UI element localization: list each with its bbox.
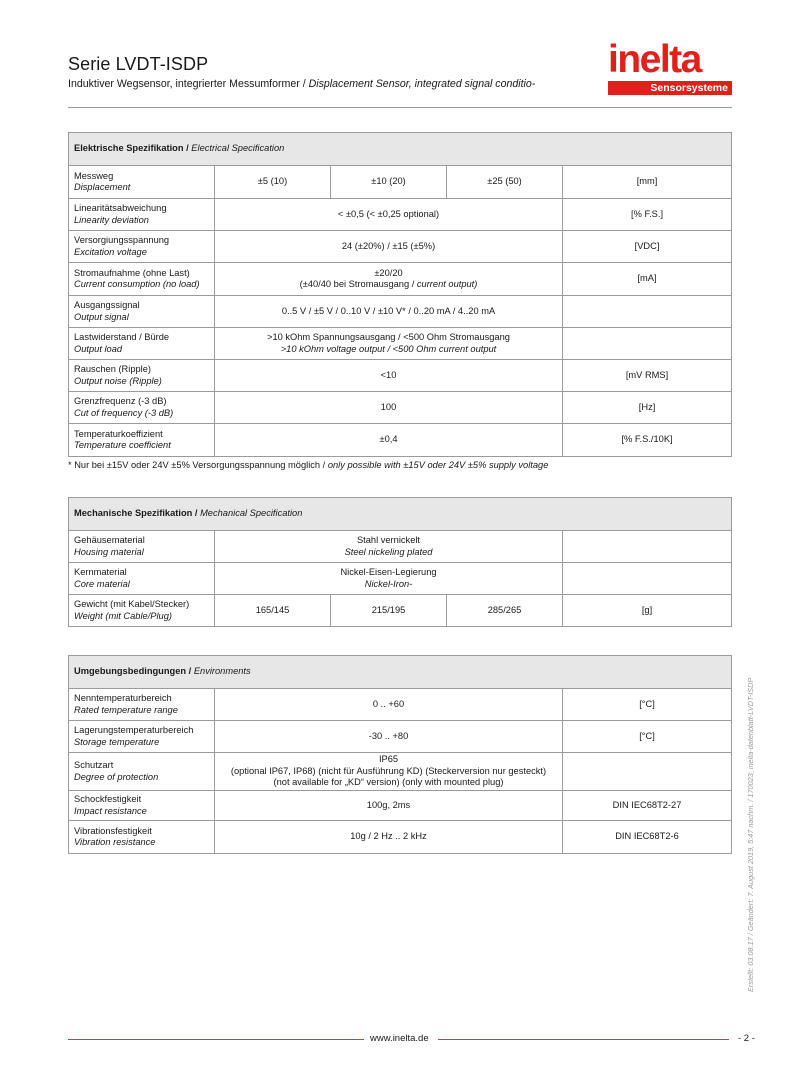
subtitle-de: Induktiver Wegsensor, integrierter Messumformer / [68,78,309,90]
electrical-heading-row [69,133,732,166]
table-row: Lastwiderstand / Bürde Output load >10 kOhm Spannungsausgang / <500 Ohm Stromausgang >10 kOhm voltage output / <500 Ohm current output [69,328,732,360]
mechanical-heading: Mechanische Spezifikation / Mechanical Specification [69,498,732,531]
header-divider [68,107,732,108]
logo-sub: Sensorsysteme [608,81,732,95]
mechanical-heading-row [69,498,732,531]
table-row: Ausgangssignal Output signal 0..5 V / ±5 V / 0..10 V / ±10 V* / 0..20 mA / 4..20 mA [69,296,732,328]
table-row: Grenzfrequenz (-3 dB) Cut of frequency (-3 dB) 100 [Hz] [69,392,732,424]
table-row: Vibrationsfestigkeit Vibration resistance 10g / 2 Hz .. 2 kHz DIN IEC68T2-6 [69,821,732,854]
table-row: Kernmaterial Core material Nickel-Eisen-Legierung Nickel-Iron- [69,563,732,595]
subtitle-en: Displacement Sensor, integrated signal conditio- [308,78,536,90]
table-row: Linearitätsabweichung Linearity deviation < ±0,5 (< ±0,25 optional) [% F.S.] [69,199,732,231]
table-row: Gehäusematerial Housing material Stahl vernickelt Steel nickeling plated [69,531,732,563]
table-row: Schutzart Degree of protection IP65 (optional IP67, IP68) (nicht für Ausführung KD) (Steckerversion nur gesteckt) (not available for „KD“ version) (only with mounted plug) [69,753,732,791]
electrical-spec-table [68,132,732,457]
table-row: Schockfestigkeit Impact resistance 100g, 2ms DIN IEC68T2-27 [69,791,732,821]
table-row: Nenntemperaturbereich Rated temperature range 0 .. +60 [°C] [69,689,732,721]
electrical-heading: Elektrische Spezifikation / Electrical Specification [69,133,732,166]
table-row: Temperaturkoeffizient Temperature coefficient ±0,4 [% F.S./10K] [69,424,732,457]
table-row: Rauschen (Ripple) Output noise (Ripple) <10 [mV RMS] [69,360,732,392]
footer-website-link[interactable]: www.inelta.de [370,1033,429,1044]
electrical-footnote: * Nur bei ±15V oder 24V ±5% Versorgungsspannung möglich / only possible with ±15V oder 24V ±5% supply voltage [68,460,549,470]
footer-divider-right [438,1039,729,1040]
table-row: Messweg Displacement ±5 (10) ±10 (20) ±25 (50) [mm] [69,166,732,199]
footer-divider-left [68,1039,364,1040]
mechanical-spec-table [68,497,732,627]
document-revision-note: Erstellt: 03.08.17 / Geändert: 7. August 2019, 5:47 nachm. / 170023_inelta-datenblatt-LVDT-ISDP [746,677,755,992]
table-row: Versorgiungsspannung Excitation voltage 24 (±20%) / ±15 (±5%) [VDC] [69,231,732,263]
inelta-logo [608,38,732,98]
table-row: Stromaufnahme (ohne Last) Current consumption (no load) ±20/20 (±40/40 bei Stromausgang / current output) [mA] [69,263,732,296]
environment-heading: Umgebungsbedingungen / Environments [69,656,732,689]
page-title: Serie LVDT-ISDP [68,54,209,74]
table-row: Gewicht (mit Kabel/Stecker) Weight (mit Cable/Plug) 165/145 215/195 285/265 [g] [69,595,732,627]
page-subtitle [68,78,535,90]
table-row: Lagerungstemperaturbereich Storage temperature -30 .. +80 [°C] [69,721,732,753]
logo-word: inelta [608,38,701,81]
environment-heading-row [69,656,732,689]
environment-spec-table [68,655,732,854]
page-number: - 2 - [738,1033,755,1044]
